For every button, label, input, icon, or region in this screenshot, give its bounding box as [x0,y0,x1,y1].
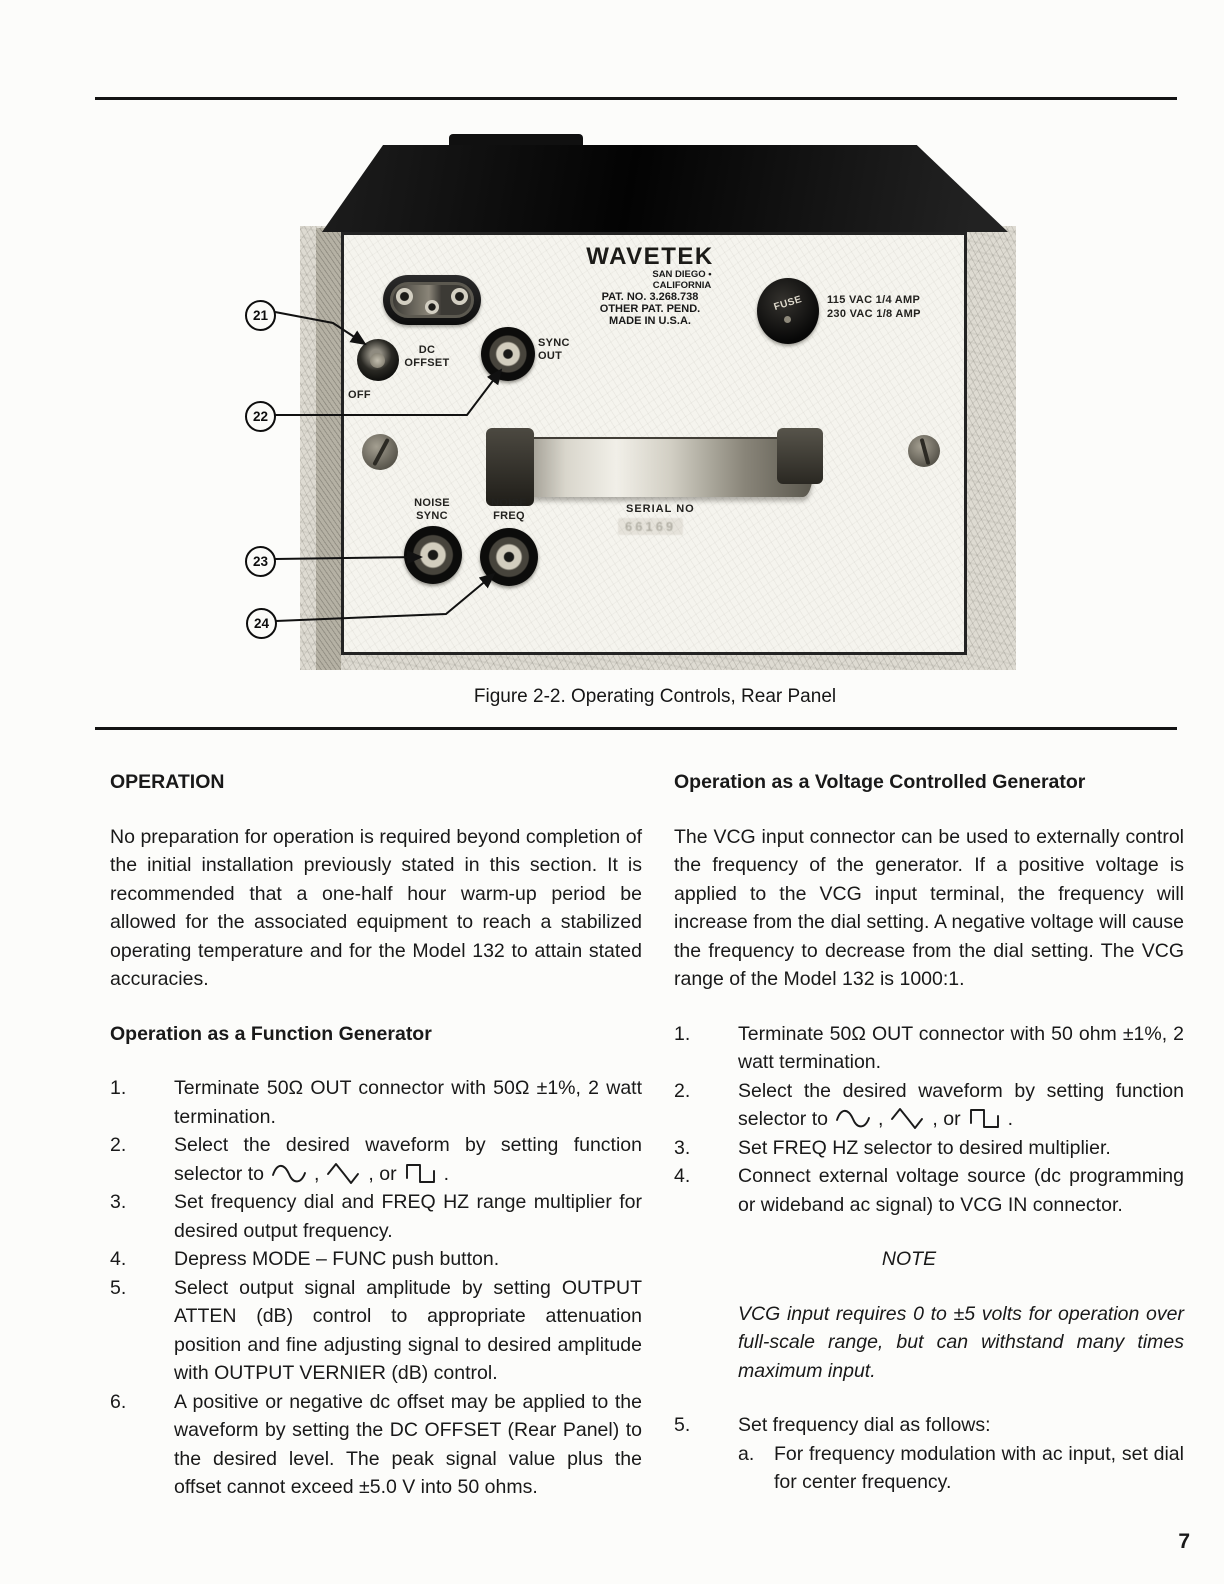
list-item [674,1134,1184,1163]
right-column [674,768,1184,1497]
list-item [110,1245,642,1274]
sine-wave-icon [271,1162,307,1186]
item-text: Terminate 50Ω OUT connector with 50Ω ±1%, 2 watt termination. [174,1077,642,1128]
brand-city-line: SAN DIEGO • CALIFORNIA [652,269,712,291]
sync-out-label: SYNC OUT [538,337,570,362]
panel-left-edge [316,228,341,670]
sync-out-connector [481,327,535,381]
item-number: 2. [674,1079,691,1102]
top-rule [95,97,1177,100]
fuse-label: FUSE [772,294,804,313]
callout-21: 21 [245,300,276,331]
page-number: 7 [1178,1530,1190,1553]
panel-screw-left [362,434,398,470]
item-number: 2. [110,1134,127,1156]
item-number: 3. [674,1136,691,1159]
item-text: Connect external voltage source (dc programming or wideband ac signal) to VCG IN connector. [738,1165,1184,1216]
triangle-wave-icon [326,1162,361,1186]
item-text: Set FREQ HZ selector to desired multiplier. [738,1136,1111,1159]
noise-sync-label: NOISE SYNC [414,497,450,522]
made-in-line: MADE IN U.S.A. [609,315,691,327]
patent-line-1: PAT. NO. 3.268.738 [601,291,699,303]
item-text: Set frequency dial and FREQ HZ range multiplier for desired output frequency. [174,1191,642,1242]
square-wave-icon [404,1162,437,1186]
item-text: Select the desired waveform by setting function selector to , , or . [174,1134,642,1185]
heading-function-generator: Operation as a Function Generator [110,1022,432,1045]
list-item [674,1162,1184,1219]
item-text: Select the desired waveform by setting function selector to , , or . [738,1079,1184,1130]
noise-freq-connector [480,528,538,586]
item-number: 1. [110,1077,127,1099]
item-text: Terminate 50Ω OUT connector with 50 ohm ±1%, 2 watt termination. [738,1022,1184,1073]
list-item [110,1074,642,1131]
triangle-wave-icon [890,1107,925,1131]
item-text: Depress MODE – FUNC push button. [174,1248,500,1270]
sub-item-letter: a. [738,1442,755,1465]
instrument-top-cover [322,145,1008,232]
list-item [674,1020,1184,1077]
fuse-cap-dot [784,316,791,323]
voltage-rating-line-2: 230 VAC 1/8 AMP [827,308,921,320]
heading-vcg: Operation as a Voltage Controlled Generator [674,771,1086,793]
ac-pin-right [451,288,468,305]
list-item [674,1411,1184,1440]
item-number: 5. [674,1414,691,1436]
handle-end-left [486,428,534,506]
panel-screw-right [908,435,940,467]
callout-22: 22 [245,401,276,432]
list-item [110,1131,642,1188]
handle-band [496,437,813,497]
handle-end-right [777,428,823,484]
ac-pin-left [396,288,413,305]
wavetek-logo: WAVETEK [586,243,714,270]
sub-item-text: For frequency modulation with ac input, set dial for center frequency. [774,1442,1184,1493]
ac-pin-center [425,300,439,314]
noise-sync-connector [404,526,462,584]
sine-wave-icon [835,1107,871,1131]
item-number: 5. [110,1276,127,1299]
voltage-rating-line-1: 115 VAC 1/4 AMP [827,294,921,306]
figure-caption: Figure 2-2. Operating Controls, Rear Panel [473,686,837,707]
square-wave-icon [968,1107,1001,1131]
mid-rule [95,727,1177,730]
note-body: VCG input requires 0 to ±5 volts for operation over full-scale range, but can withstand many times maximum input. [738,1302,1184,1382]
item-text: Set frequency dial as follows: [738,1414,991,1436]
dc-offset-knob [357,339,399,381]
dc-offset-label: DC OFFSET [404,344,450,369]
carrying-handle [486,428,823,506]
brand-block [560,244,740,327]
list-item [110,1388,642,1502]
ac-power-connector [383,275,481,325]
section-heading-operation: OPERATION [110,771,225,793]
operation-paragraph: No preparation for operation is required beyond completion of the initial installation previously stated in this section. It is recommended that a one-half hour warm-up period be allowed for the associated equipment to reach a stabilized operating temperature and for the Model 132 to attain stated accuracies. [110,825,642,990]
item-text: Select output signal amplitude by setting OUTPUT ATTEN (dB) control to appropriate attenuation position and fine adjusting signal to desired amplitude with OUTPUT VERNIER (dB) control. [174,1276,642,1384]
note-heading: NOTE [881,1248,937,1270]
item-text: A positive or negative dc offset may be applied to the waveform by setting the DC OFFSET (Rear Panel) to the desired level. The peak signal value plus the offset cannot exceed ±5.0 V into 50 ohms. [174,1390,642,1498]
figure-photo-rear-panel [230,118,1080,670]
item-number: 4. [674,1165,691,1187]
item-number: 1. [674,1022,691,1045]
serial-number-value: 66169 [618,518,683,535]
callout-23: 23 [245,546,276,577]
vcg-paragraph: The VCG input connector can be used to externally control the frequency of the generator. If a positive voltage is applied to the VCG input terminal, the frequency will increase from the dial setting. A negative voltage will cause the frequency to decrease from the dial setting. The VCG range of the Model 132 is 1000:1. [674,825,1184,990]
callout-24: 24 [246,608,277,639]
item-number: 6. [110,1390,127,1413]
list-item [110,1274,642,1388]
patent-line-2: OTHER PAT. PEND. [599,303,701,315]
left-column [110,768,642,1502]
off-label: OFF [348,389,371,401]
item-number: 3. [110,1191,127,1213]
item-number: 4. [110,1248,127,1270]
serial-no-label: SERIAL NO [626,503,695,515]
list-item [110,1188,642,1245]
noise-freq-label: NOISE FREQ [491,497,527,522]
list-item [674,1077,1184,1134]
sub-list-item [738,1440,1184,1497]
fuse-holder [757,278,819,344]
